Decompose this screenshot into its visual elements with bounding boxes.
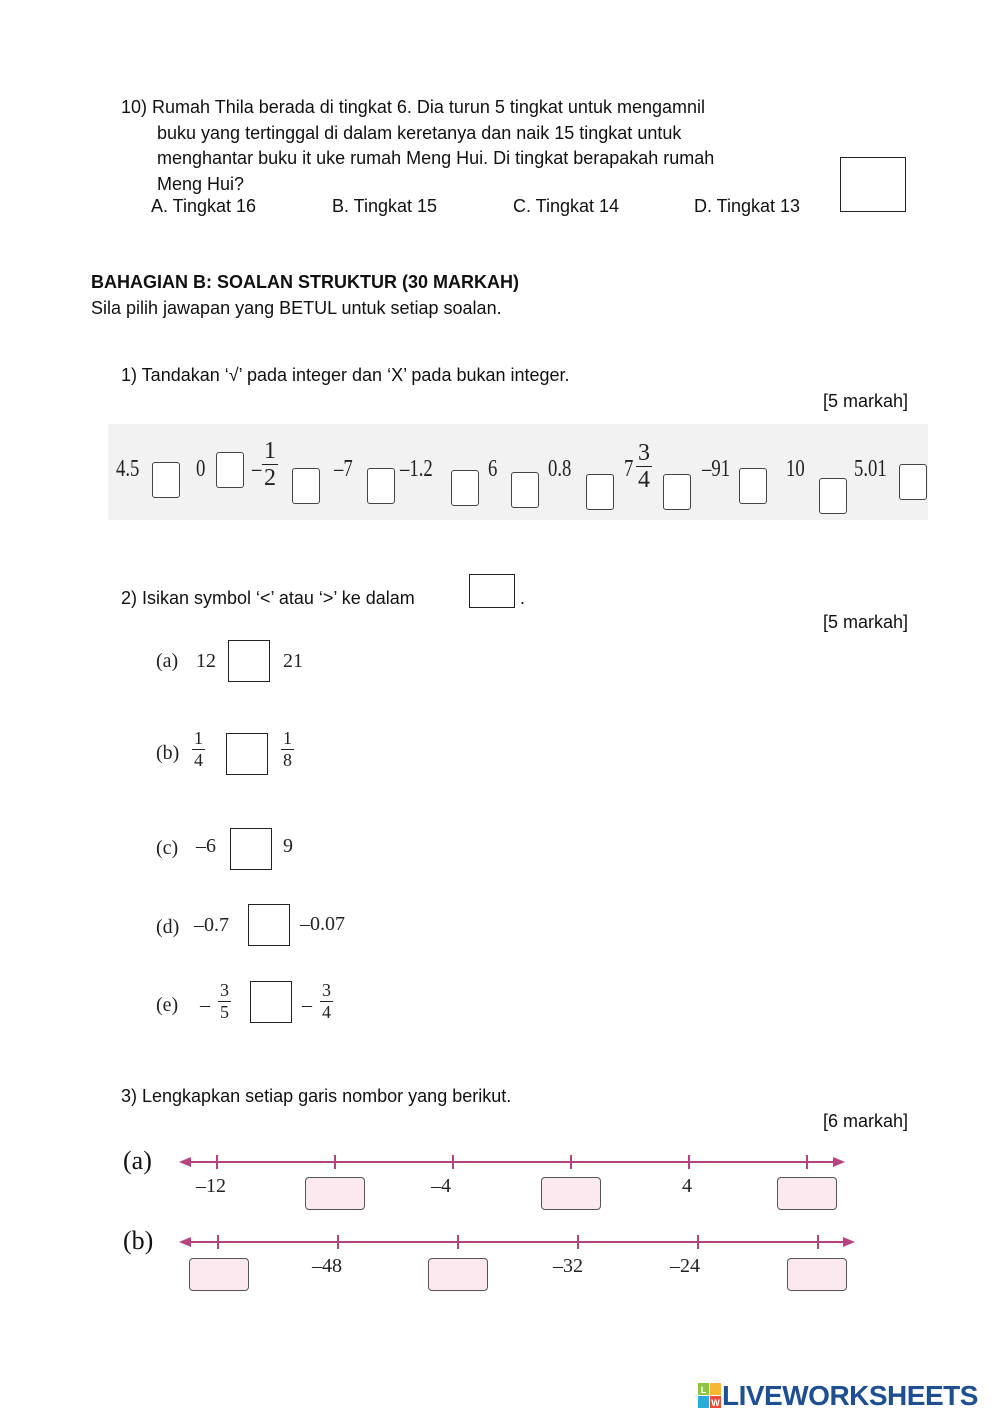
- q2-c-right: 9: [283, 835, 293, 857]
- liveworksheets-logo-icon: [698, 1383, 722, 1409]
- q2-e-answer-box[interactable]: [250, 981, 292, 1023]
- num-neg-half: [262, 438, 278, 493]
- question-3-marks: [6 markah]: [822, 1111, 908, 1131]
- question-2-period: .: [520, 588, 526, 608]
- q2-c-answer-box[interactable]: [230, 828, 272, 870]
- num-0-8: 0.8: [548, 456, 572, 482]
- q3-a-label: (a): [123, 1146, 152, 1175]
- q2-c-left: –6: [196, 835, 216, 857]
- liveworksheets-logo: [698, 1380, 978, 1412]
- q2-e-left-sign: –: [200, 994, 210, 1016]
- question-10-line-4: Meng Hui?: [157, 173, 245, 194]
- svg-text:W: W: [711, 1398, 720, 1408]
- num-10: 10: [786, 456, 805, 482]
- question-10-line-1: 10) Rumah Thila berada di tingkat 6. Dia turun 5 tingkat untuk mengamnil: [121, 97, 705, 117]
- q2-a-right: 21: [283, 650, 303, 672]
- q2-b-right-denominator: 8: [283, 749, 292, 770]
- number-line-a: [175, 1150, 855, 1180]
- question-10-line-3: menghantar buku it uke rumah Meng Hui. Di tingkat berapakah rumah: [157, 148, 715, 168]
- tick-box-7[interactable]: [586, 474, 614, 510]
- number-line-a-value: 4: [682, 1175, 692, 1197]
- q2-a-label: (a): [156, 650, 179, 672]
- tick-box-2[interactable]: [216, 452, 244, 488]
- option-d: D. Tingkat 13: [694, 196, 801, 216]
- liveworksheets-logo-text: LIVEWORKSHEETS: [722, 1380, 978, 1411]
- num-7-3-4: [636, 440, 652, 495]
- q2-a-left: 12: [196, 650, 216, 672]
- q2-d-answer-box[interactable]: [248, 904, 290, 946]
- svg-text:L: L: [700, 1385, 707, 1395]
- number-line-b-right-arrow: [843, 1237, 855, 1247]
- number-line-b-answer-box-1[interactable]: [189, 1258, 249, 1291]
- question-10-options: [151, 196, 800, 217]
- number-line-b-left-arrow: [179, 1237, 191, 1247]
- q2-d-label: (d): [156, 916, 180, 938]
- q2-e-right-denominator: 4: [322, 1001, 331, 1022]
- num-neg-1-2: –1.2: [400, 456, 433, 482]
- number-line-a-value: –4: [431, 1175, 451, 1197]
- q2-b-left-denominator: 4: [194, 749, 203, 770]
- q2-e-label: (e): [156, 994, 179, 1016]
- tick-box-6[interactable]: [511, 472, 539, 508]
- num-4-5: 4.5: [116, 456, 140, 482]
- num-6: 6: [488, 456, 498, 482]
- number-line-b-value: –24: [670, 1255, 700, 1277]
- q2-b-label: (b): [156, 742, 180, 764]
- number-line-a-answer-box-1[interactable]: [305, 1177, 365, 1210]
- q2-b-right-fraction: [281, 729, 294, 770]
- option-c: C. Tingkat 14: [513, 196, 620, 216]
- q2-d-right: –0.07: [300, 913, 345, 935]
- question-1-text: 1) Tandakan ‘√’ pada integer dan ‘X’ pada bukan integer.: [121, 365, 570, 385]
- num-5-01: 5.01: [854, 456, 887, 482]
- q2-c-label: (c): [156, 837, 179, 859]
- option-b: B. Tingkat 15: [332, 196, 438, 216]
- question-2-text: 2) Isikan symbol ‘<’ atau ‘>’ ke dalam: [121, 588, 415, 608]
- num-neg-half-denominator: 2: [264, 465, 276, 492]
- section-title: BAHAGIAN B: SOALAN STRUKTUR (30 MARKAH): [91, 272, 519, 292]
- tick-box-8[interactable]: [663, 474, 691, 510]
- number-line-a-answer-box-2[interactable]: [541, 1177, 601, 1210]
- number-line-b-answer-box-3[interactable]: [787, 1258, 847, 1291]
- num-neg-half-numerator: 1: [264, 438, 276, 464]
- number-line-a-right-arrow: [833, 1157, 845, 1167]
- tick-box-5[interactable]: [451, 470, 479, 506]
- question-3-text: 3) Lengkapkan setiap garis nombor yang berikut.: [121, 1086, 512, 1106]
- question-10: [121, 95, 714, 197]
- question-2-marks: [5 markah]: [822, 612, 908, 632]
- number-line-a-answer-box-3[interactable]: [777, 1177, 837, 1210]
- tick-box-1[interactable]: [152, 462, 180, 498]
- question-1-marks: [5 markah]: [822, 391, 908, 411]
- section-instruction: Sila pilih jawapan yang BETUL untuk setiap soalan.: [91, 298, 502, 318]
- number-line-a-left-arrow: [179, 1157, 191, 1167]
- num-neg-91: –91: [702, 456, 731, 482]
- q2-b-answer-box[interactable]: [226, 733, 268, 775]
- q2-e-left-fraction: [218, 981, 231, 1022]
- number-line-b: [175, 1230, 865, 1260]
- q2-b-left-fraction: [192, 729, 205, 770]
- q2-d-left: –0.7: [194, 914, 229, 936]
- question-10-answer-box[interactable]: [840, 157, 906, 212]
- number-line-b-value: –32: [553, 1255, 583, 1277]
- num-7-3-4-whole: 7: [624, 456, 634, 482]
- num-neg-7: –7: [334, 456, 353, 482]
- num-0: 0: [196, 456, 206, 482]
- q2-e-right-numerator: 3: [322, 980, 331, 1000]
- q2-b-right-numerator: 1: [283, 728, 292, 748]
- tick-box-3[interactable]: [292, 468, 320, 504]
- q2-e-right-sign: –: [302, 994, 312, 1016]
- question-10-line-2: buku yang tertinggal di dalam keretanya dan naik 15 tingkat untuk: [157, 122, 682, 143]
- q3-b-label: (b): [123, 1226, 154, 1255]
- q2-a-answer-box[interactable]: [228, 640, 270, 682]
- symbol-box-example: [469, 574, 515, 608]
- q2-e-left-numerator: 3: [220, 980, 229, 1000]
- option-a: A. Tingkat 16: [151, 196, 257, 216]
- num-7-3-4-numerator: 3: [638, 440, 650, 466]
- number-line-b-answer-box-2[interactable]: [428, 1258, 488, 1291]
- number-line-b-value: –48: [312, 1255, 342, 1277]
- q2-b-left-numerator: 1: [194, 728, 203, 748]
- num-neg-half-sign: –: [252, 456, 262, 482]
- tick-box-4[interactable]: [367, 468, 395, 504]
- q2-e-right-fraction: [320, 981, 333, 1022]
- q2-e-left-denominator: 5: [220, 1001, 229, 1022]
- tick-box-10[interactable]: [819, 478, 847, 514]
- num-7-3-4-denominator: 4: [638, 467, 650, 494]
- integer-check-strip: [108, 424, 928, 520]
- tick-box-9[interactable]: [739, 468, 767, 504]
- number-line-a-value: –12: [196, 1175, 226, 1197]
- tick-box-11[interactable]: [899, 464, 927, 500]
